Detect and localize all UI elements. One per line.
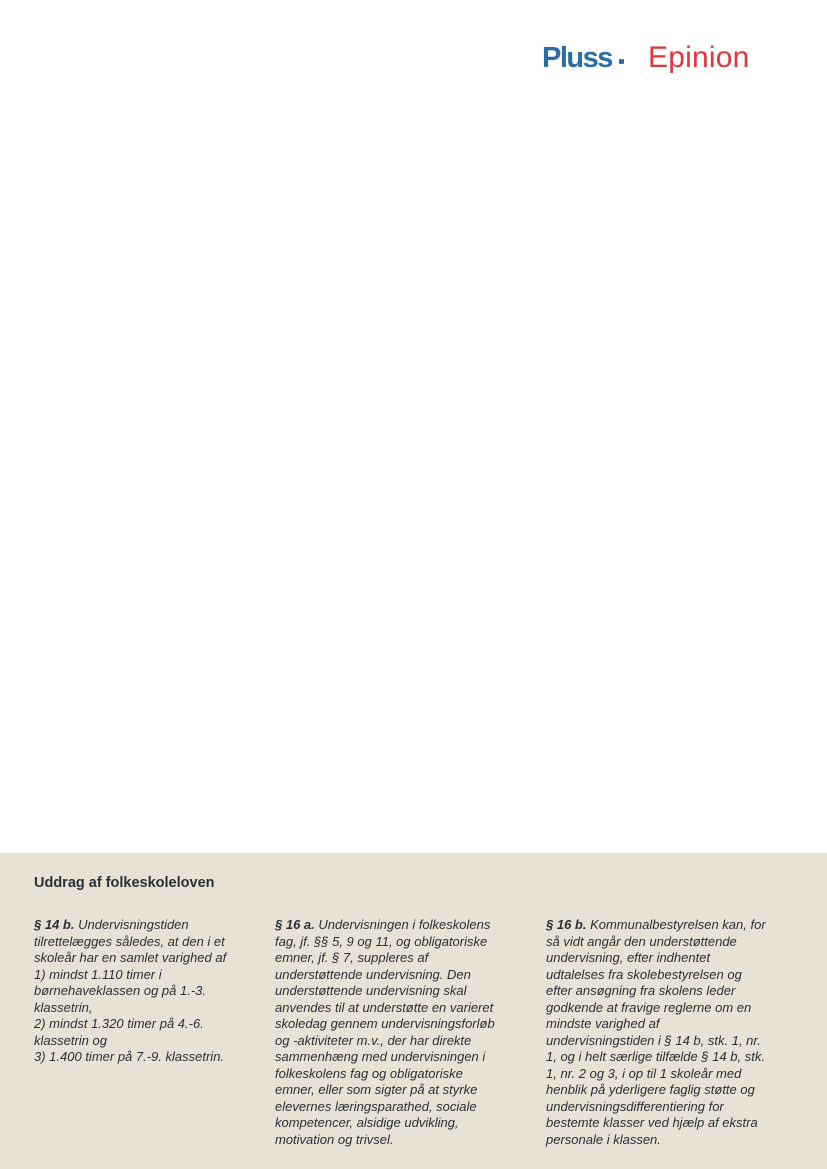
section-line: undervisningsdifferentiering for bbox=[546, 1098, 724, 1114]
section-line: emner, eller som sigter på at styrke bbox=[275, 1082, 478, 1097]
section-line: tilrettelægges således, at den i et bbox=[34, 933, 225, 949]
section-line: mindste varighed af bbox=[546, 1016, 660, 1031]
section-line: og -aktiviteter m.v., der har direkte bbox=[275, 1032, 472, 1048]
section-line: personale i klassen. bbox=[546, 1131, 661, 1147]
section-line: understøttende undervisning skal bbox=[275, 983, 467, 998]
section-line: skoleår har en samlet varighed af bbox=[34, 950, 227, 965]
section-line: bestemte klasser ved hjælp af ekstra bbox=[546, 1115, 758, 1130]
section-line: 1, og i helt særlige tilfælde § 14 b, stk. bbox=[546, 1049, 765, 1064]
section-line: skoledag gennem undervisningsforløb bbox=[275, 1016, 495, 1031]
section-16a bbox=[275, 917, 518, 1148]
pluss-logo-dot bbox=[619, 59, 624, 64]
pluss-logo: Pluss bbox=[542, 42, 612, 74]
section-line: klassetrin og bbox=[34, 1032, 107, 1048]
section-line: emner, jf. § 7, suppleres af bbox=[275, 950, 429, 965]
section-line: børnehaveklassen og på 1.-3. bbox=[34, 983, 206, 998]
section-line: understøttende undervisning. Den bbox=[275, 966, 471, 982]
section-line: klassetrin, bbox=[34, 999, 93, 1015]
section-line: kompetencer, alsidige udvikling, bbox=[275, 1115, 459, 1130]
section-line: 3) 1.400 timer på 7.-9. klassetrin. bbox=[34, 1049, 225, 1064]
section-line: efter ansøgning fra skolens leder bbox=[546, 983, 736, 998]
section-line: undervisning, efter indhentet bbox=[546, 950, 711, 965]
section-line: § 14 b. Undervisningstiden bbox=[34, 917, 189, 932]
section-title: § 16 a. bbox=[275, 917, 315, 932]
section-14b bbox=[34, 917, 249, 1066]
section-line: 2) mindst 1.320 timer på 4.-6. bbox=[34, 1016, 204, 1031]
section-line: 1) mindst 1.110 timer i bbox=[34, 966, 162, 982]
section-title: § 14 b. bbox=[34, 917, 75, 932]
section-line: henblik på yderligere faglig støtte og bbox=[546, 1082, 755, 1097]
section-line: 1, nr. 2 og 3, i op til 1 skoleår med bbox=[546, 1065, 742, 1081]
section-line: undervisningstiden i § 14 b, stk. 1, nr. bbox=[546, 1032, 761, 1048]
section-line: udtalelses fra skolebestyrelsen og bbox=[546, 966, 742, 982]
section-line: anvendes til at understøtte en varieret bbox=[275, 999, 494, 1015]
section-line: § 16 a. Undervisningen i folkeskolens bbox=[275, 917, 491, 932]
section-line: § 16 b. Kommunalbestyrelsen kan, for bbox=[546, 917, 766, 932]
section-line: sammenhæng med undervisningen i bbox=[275, 1049, 486, 1064]
section-title: § 16 b. bbox=[546, 917, 587, 932]
section-line: elevernes læringsparathed, sociale bbox=[275, 1098, 477, 1114]
section-line: så vidt angår den understøttende bbox=[546, 933, 737, 949]
epinion-logo: Epinion bbox=[648, 41, 750, 74]
section-16b bbox=[546, 917, 792, 1148]
section-line: fag, jf. §§ 5, 9 og 11, og obligatoriske bbox=[275, 933, 488, 949]
section-line: motivation og trivsel. bbox=[275, 1131, 394, 1147]
section-line: folkeskolens fag og obligatoriske bbox=[275, 1065, 463, 1081]
section-line: godkende at fravige reglerne om en bbox=[546, 999, 752, 1015]
law-excerpt-heading: Uddrag af folkeskoleloven bbox=[34, 875, 215, 891]
